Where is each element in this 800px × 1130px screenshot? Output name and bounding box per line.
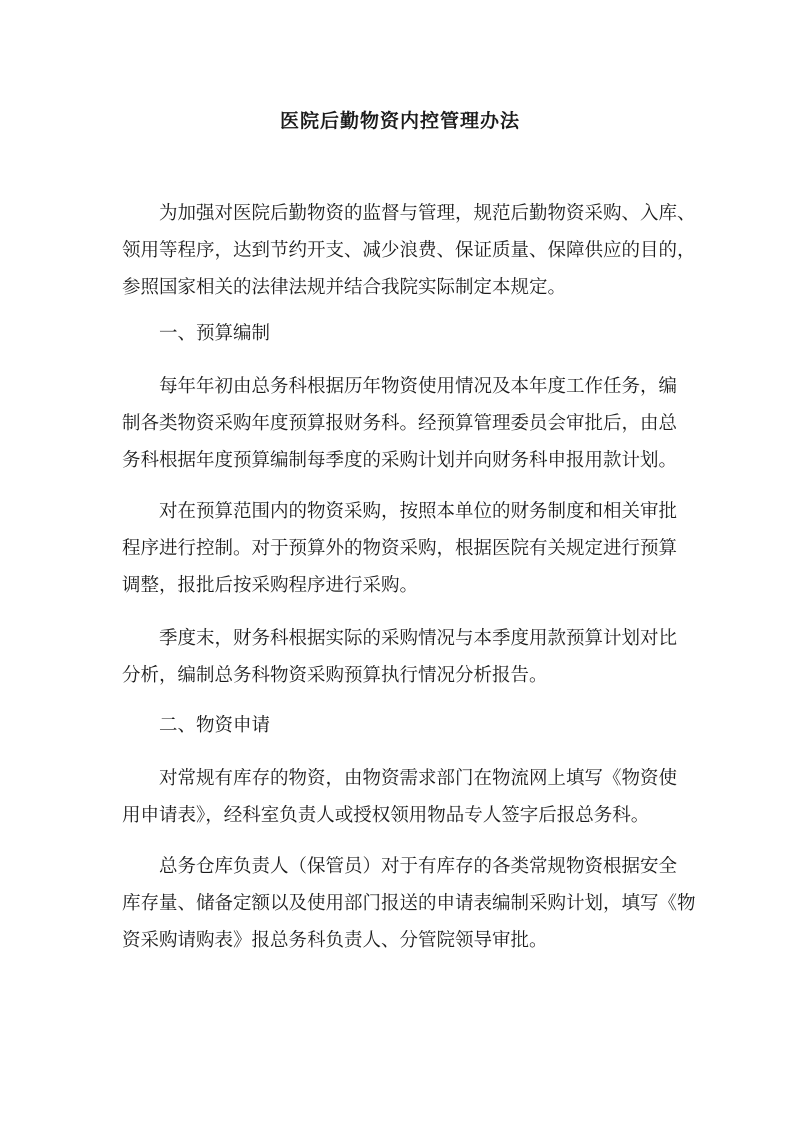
intro-line: 领用等程序，达到节约开支、减少浪费、保证质量、保障供应的目的， (122, 240, 696, 261)
section-1-paragraph-3 (122, 620, 678, 694)
paragraph-line: 务科根据年度预算编制每季度的采购计划并向财务科申报用款计划。 (122, 450, 678, 471)
section-2-paragraph-2 (122, 848, 696, 959)
section-1-paragraph-1 (122, 368, 678, 479)
paragraph-line: 用申请表》，经科室负责人或授权领用物品专人签字后报总务科。 (122, 805, 650, 826)
paragraph-line: 资采购请购表》报总务科负责人、分管院领导审批。 (122, 930, 548, 951)
paragraph-line: 调整，报批后按采购程序进行采购。 (122, 575, 419, 596)
section-1-heading-block (122, 315, 678, 352)
section-2-heading-block (122, 707, 678, 744)
paragraph-line: 季度末，财务科根据实际的采购情况与本季度用款预算计划对比 (159, 628, 678, 649)
paragraph-line: 分析，编制总务科物资采购预算执行情况分析报告。 (122, 665, 548, 686)
paragraph-line: 对在预算范围内的物资采购，按照本单位的财务制度和相关审批 (159, 501, 678, 522)
intro-paragraph (122, 195, 696, 306)
section-2-paragraph-1 (122, 760, 678, 834)
intro-line: 参照国家相关的法律法规并结合我院实际制定本规定。 (122, 277, 567, 298)
intro-line: 为加强对医院后勤物资的监督与管理，规范后勤物资采购、入库、 (159, 203, 696, 224)
paragraph-line: 程序进行控制。对于预算外的物资采购，根据医院有关规定进行预算 (122, 538, 678, 559)
section-1-heading: 一、预算编制 (159, 323, 271, 344)
paragraph-line: 制各类物资采购年度预算报财务科。经预算管理委员会审批后，由总 (122, 413, 678, 434)
paragraph-line: 总务仓库负责人（保管员）对于有库存的各类常规物资根据安全 (159, 856, 678, 877)
paragraph-line: 库存量、储备定额以及使用部门报送的申请表编制采购计划，填写《物 (122, 893, 696, 914)
section-1-paragraph-2 (122, 493, 678, 604)
document-title: 医院后勤物资内控管理办法 (279, 110, 520, 132)
paragraph-line: 每年年初由总务科根据历年物资使用情况及本年度工作任务，编 (159, 376, 678, 397)
section-2-heading: 二、物资申请 (159, 715, 271, 736)
paragraph-line: 对常规有库存的物资，由物资需求部门在物流网上填写《物资使 (159, 768, 678, 789)
